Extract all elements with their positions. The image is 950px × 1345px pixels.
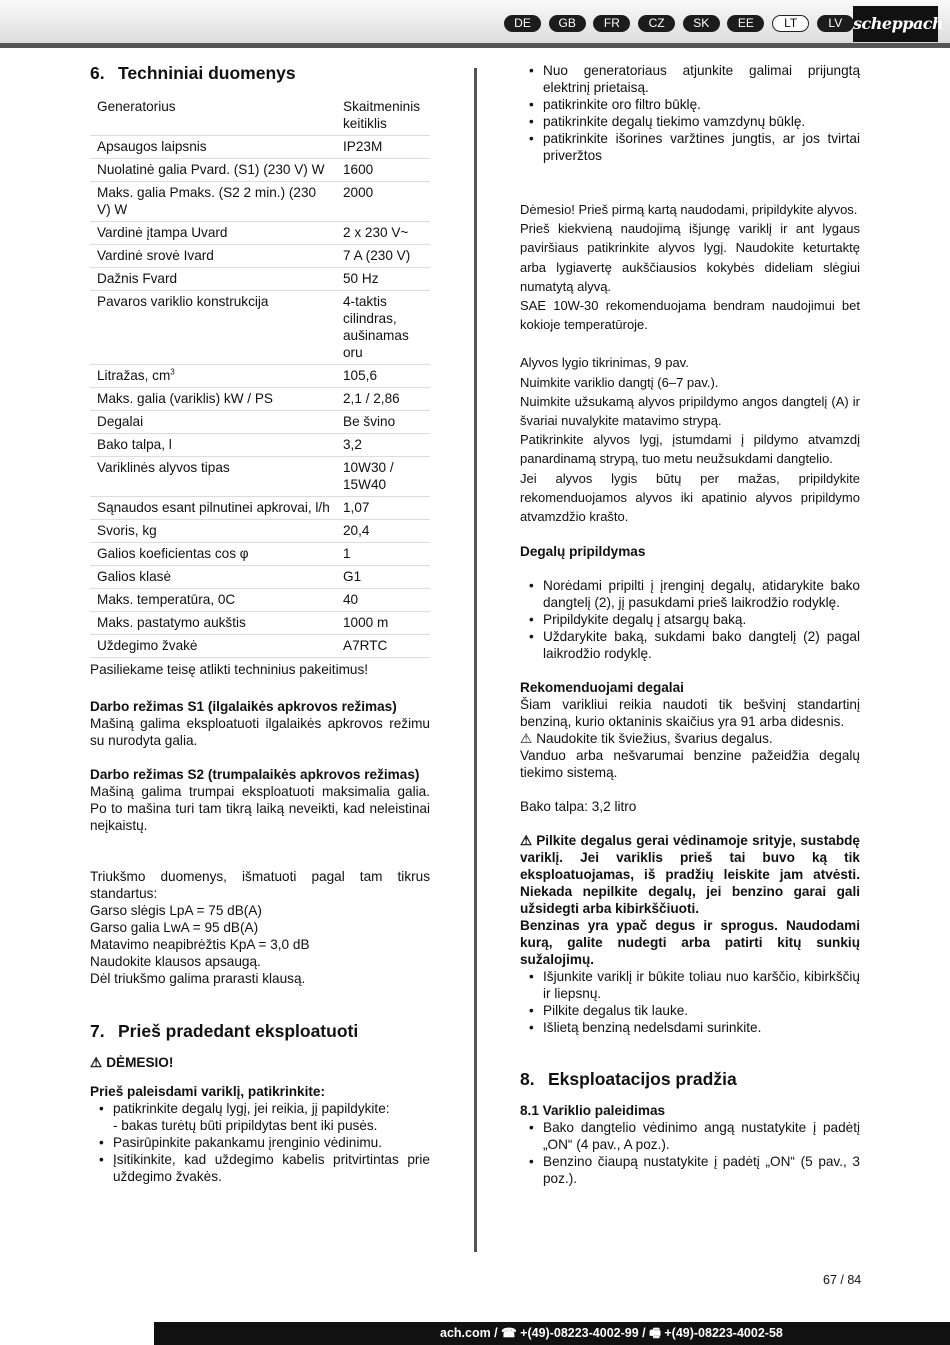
spec-label: Vardinė įtampa Uvard xyxy=(90,222,336,245)
lang-lv[interactable]: LV xyxy=(817,15,854,32)
spec-value: 1 xyxy=(336,543,430,566)
spec-label: Nuolatinė galia Pvard. (S1) (230 V) W xyxy=(90,159,336,182)
warning-icon: ⚠ xyxy=(520,731,533,747)
brand-logo: scheppach xyxy=(853,6,938,42)
footer-spacer xyxy=(0,1322,154,1345)
spec-value: 2000 xyxy=(336,182,430,222)
safety-list xyxy=(520,968,860,1036)
spec-value: G1 xyxy=(336,566,430,589)
list-item: • Išlietą benziną nedelsdami surinkite. xyxy=(520,1019,860,1036)
recommended-fuel-heading: Rekomenduojami degalai xyxy=(520,680,684,696)
oil-paragraph: SAE 10W-30 rekomenduojama bendram naudojimui bet kokioje temperatūroje. xyxy=(520,298,860,333)
spec-label: Maks. galia Pmaks. (S2 2 min.) (230 V) W xyxy=(90,182,336,222)
spec-label: Svoris, kg xyxy=(90,520,336,543)
spec-label: Variklinės alyvos tipas xyxy=(90,457,336,497)
table-row xyxy=(90,635,430,658)
spec-label: Bako talpa, l xyxy=(90,434,336,457)
spec-value: 105,6 xyxy=(336,365,430,388)
spec-value: 10W30 / 15W40 xyxy=(336,457,430,497)
table-row xyxy=(90,589,430,612)
check-list xyxy=(90,1100,430,1185)
lang-de[interactable]: DE xyxy=(504,15,541,32)
oil-check-line: Alyvos lygio tikrinimas, 9 pav. xyxy=(520,355,689,371)
spec-value: IP23M xyxy=(336,136,430,159)
spec-label: Dažnis Fvard xyxy=(90,268,336,291)
spec-value: 40 xyxy=(336,589,430,612)
noise-line: Naudokite klausos apsaugą. xyxy=(90,954,261,969)
spec-label: Apsaugos laipsnis xyxy=(90,136,336,159)
spec-label: Maks. galia (variklis) kW / PS xyxy=(90,388,336,411)
noise-line: Dėl triukšmo galima prarasti klausą. xyxy=(90,971,306,986)
oil-paragraph: Dėmesio! Prieš pirmą kartą naudodami, pripildykite alyvos. xyxy=(520,202,858,217)
noise-line: Matavimo neapibrėžtis KpA = 3,0 dB xyxy=(90,937,310,952)
table-row xyxy=(90,434,430,457)
fuel-safety-warning: ⚠ Pilkite degalus gerai vėdinamoje srityje, sustabdę variklį. Jei variklis prieš tai buvo ką tik eksploatuojamas, iš pradžių leiskite jam atvėsti. Niekada nepilkite degalų, jei benzino garai gali užsidegti arba kibirkščiuoti. xyxy=(520,833,860,917)
list-item: • Nuo generatoriaus atjunkite galimai prijungtą elektrinį prietaisą. xyxy=(520,62,860,96)
left-column xyxy=(90,62,430,1185)
check-heading: Prieš paleisdami variklį, patikrinkite: xyxy=(90,1084,325,1099)
oil-check-line: Nuimkite užsukamą alyvos pripildymo angos dangtelį (A) ir švariai nuvalykite matavimo strypą. xyxy=(520,393,860,429)
oil-info xyxy=(520,200,860,526)
list-item: • patikrinkite išorines varžtines jungtis, ar jos tvirtai priveržtos xyxy=(520,130,860,164)
list-item: • Pasirūpinkite pakankamu įrenginio vėdinimu. xyxy=(90,1134,430,1151)
warning-icon: ⚠ xyxy=(90,1055,103,1070)
table-row xyxy=(90,612,430,635)
noise-data xyxy=(90,868,430,987)
list-item: • Pilkite degalus tik lauke. xyxy=(520,1002,860,1019)
table-row xyxy=(90,411,430,434)
warning-icon: ⚠ xyxy=(520,833,533,849)
list-item: • patikrinkite degalų tiekimo vamzdynų būklę. xyxy=(520,113,860,130)
table-row xyxy=(90,457,430,497)
table-row xyxy=(90,245,430,268)
tank-capacity: Bako talpa: 3,2 litro xyxy=(520,799,637,815)
spec-label: Litražas, $cm^3$ xyxy=(90,365,336,388)
list-item: • Benzino čiaupą nustatykite į padėtį „ON“ (5 pav., 3 poz.). xyxy=(520,1153,860,1187)
spec-label: Sąnaudos esant pilnutinei apkrovai, l/h xyxy=(90,497,336,520)
spec-value: A7RTC xyxy=(336,635,430,658)
engine-start-heading: 8.1 Variklio paleidimas xyxy=(520,1103,666,1119)
table-row xyxy=(90,520,430,543)
oil-check-line: Jei alyvos lygis būtų per mažas, pripildykite rekomenduojamos alyvos iki apatinio alyvos pripildymo atvamzdžio krašto. xyxy=(520,470,860,525)
fuel-list xyxy=(520,577,860,662)
table-row xyxy=(90,543,430,566)
list-item: • Uždarykite baką, sukdami bako dangtelį (2) pagal laikrodžio rodyklę. xyxy=(520,628,860,662)
oil-check-line: Patikrinkite alyvos lygį, įstumdami į pildymo atvamzdį panardinamą strypą, tuo metu neužsukdami dangtelio. xyxy=(520,432,860,467)
table-row xyxy=(90,159,430,182)
column-divider xyxy=(474,68,477,1252)
table-row xyxy=(90,365,430,388)
table-row xyxy=(90,268,430,291)
spec-label: Uždegimo žvakė xyxy=(90,635,336,658)
spec-label: Degalai xyxy=(90,411,336,434)
spec-value: 1600 xyxy=(336,159,430,182)
table-row xyxy=(90,291,430,365)
lang-cz[interactable]: CZ xyxy=(638,15,675,32)
check-list-continued xyxy=(520,62,860,164)
recommended-fuel-text: Šiam varikliui reikia naudoti tik bešvinį standartinį benziną, kurio oktaninis skaičius yra 91 arba didesnis. xyxy=(520,697,860,730)
spec-value: 50 Hz xyxy=(336,268,430,291)
lang-fr[interactable]: FR xyxy=(593,15,630,32)
noise-line: Triukšmo duomenys, išmatuoti pagal tam tikrus standartus: xyxy=(90,869,430,901)
spec-value: 1,07 xyxy=(336,497,430,520)
table-row xyxy=(90,222,430,245)
list-item: • Išjunkite variklį ir būkite toliau nuo karščio, kibirkščių ir liepsnų. xyxy=(520,968,860,1002)
spec-label: Vardinė srovė Ivard xyxy=(90,245,336,268)
table-row xyxy=(90,388,430,411)
spec-value: 2,1 / 2,86 xyxy=(336,388,430,411)
table-row xyxy=(90,136,430,159)
engine-start-list xyxy=(520,1119,860,1187)
oil-paragraph: Prieš kiekvieną naudojimą išjungę variklį ir ant lygaus paviršiaus patikrinkite alyvos lygį. Naudokite keturtaktę arba lygiavertę aukščiausios kokybės dideliam slėgiui numatytą alyvą. xyxy=(520,221,860,294)
page-header xyxy=(0,0,950,48)
spec-label: Galios koeficientas cos φ xyxy=(90,543,336,566)
s2-heading: Darbo režimas S2 (trumpalaikės apkrovos režimas) xyxy=(90,767,420,782)
language-selector xyxy=(504,15,862,32)
list-item: • Bako dangtelio vėdinimo angą nustatykite į padėtį „ON“ (4 pav., A poz.). xyxy=(520,1119,860,1153)
spec-label: Pavaros variklio konstrukcija xyxy=(90,291,336,365)
spec-value: 20,4 xyxy=(336,520,430,543)
spec-label: Maks. temperatūra, 0C xyxy=(90,589,336,612)
spec-value: 7 A (230 V) xyxy=(336,245,430,268)
noise-line: Garso slėgis LpA = 75 dB(A) xyxy=(90,903,262,918)
spec-value: 2 x 230 V~ xyxy=(336,222,430,245)
noise-line: Garso galia LwA = 95 dB(A) xyxy=(90,920,259,935)
list-item: • Pripildykite degalų į atsargų baką. xyxy=(520,611,860,628)
lang-gb[interactable]: GB xyxy=(549,15,586,32)
lang-sk[interactable]: SK xyxy=(683,15,720,32)
spec-label: Galios klasė xyxy=(90,566,336,589)
lang-ee[interactable]: EE xyxy=(727,15,764,32)
page-footer xyxy=(0,1322,950,1345)
reserve-note: Pasiliekame teisę atlikti techninius pakeitimus! xyxy=(90,662,369,677)
explosion-warning: Benzinas yra ypač degus ir sprogus. Naudodami kurą, galite nudegti arba patirti kitų sunkių sužalojimų. xyxy=(520,918,860,968)
spec-table xyxy=(90,96,430,658)
table-row xyxy=(90,96,430,136)
table-row xyxy=(90,182,430,222)
right-column xyxy=(520,62,860,1187)
table-row xyxy=(90,566,430,589)
spec-value: 3,2 xyxy=(336,434,430,457)
spec-label: Maks. pastatymo aukštis xyxy=(90,612,336,635)
table-row xyxy=(90,497,430,520)
section-8-heading: 8. Eksploatacijos pradžia xyxy=(520,1069,737,1090)
superscript: 3 xyxy=(170,367,175,377)
lang-lt[interactable]: LT xyxy=(772,15,809,32)
fuel-heading: Degalų pripildymas xyxy=(520,544,646,560)
spec-label: Generatorius xyxy=(90,96,336,136)
fresh-fuel-warning: ⚠ Naudokite tik šviežius, švarius degalus. xyxy=(520,731,773,747)
contamination-text: Vanduo arba nešvarumai benzine pažeidžia degalų tiekimo sistemą. xyxy=(520,748,860,781)
spec-value: 1000 m xyxy=(336,612,430,635)
contact-info: ach.com / ☎ +(49)-08223-4002-99 / 🖷 +(49)-08223-4002-58 xyxy=(440,1326,783,1340)
spec-value: Be švino xyxy=(336,411,430,434)
section-6-heading: 6. Techniniai duomenys xyxy=(90,63,296,83)
spec-value: Skaitmeninis keitiklis xyxy=(336,96,430,136)
page-number: 67 / 84 xyxy=(823,1273,862,1287)
s1-heading: Darbo režimas S1 (ilgalaikės apkrovos režimas) xyxy=(90,699,397,714)
list-item: • patikrinkite degalų lygį, jei reikia, jį papildykite: - bakas turėtų būti pripildytas bent iki pusės. xyxy=(90,1100,430,1134)
spec-value: 4-taktis cilindras, aušinamas oru xyxy=(336,291,430,365)
list-item: • Norėdami pripilti į įrenginį degalų, atidarykite bako dangtelį (2), jį pasukdami prieš laikrodžio rodyklę. xyxy=(520,577,860,611)
s1-text: Mašiną galima eksploatuoti ilgalaikės apkrovos režimu su nurodyta galia. xyxy=(90,716,430,748)
list-item: • patikrinkite oro filtro būklę. xyxy=(520,96,860,113)
oil-check-line: Nuimkite variklio dangtį (6–7 pav.). xyxy=(520,374,719,390)
s2-text: Mašiną galima trumpai eksploatuoti maksimalia galia. Po to mašina turi tam tikrą laiką neveikti, kad neleistinai neįkaistų. xyxy=(90,784,430,833)
warning-line: ⚠ DĖMESIO! xyxy=(90,1055,174,1070)
section-7-heading: 7. Prieš pradedant eksploatuoti xyxy=(90,1021,359,1041)
list-item: • Įsitikinkite, kad uždegimo kabelis pritvirtintas prie uždegimo žvakės. xyxy=(90,1151,430,1185)
